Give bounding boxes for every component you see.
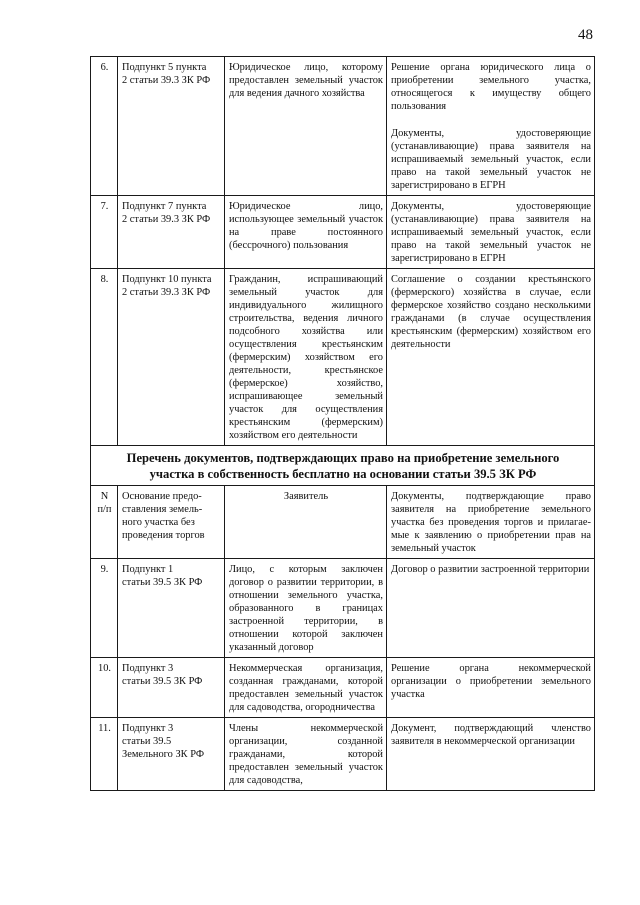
row-documents: Договор о развитии застроенной территории xyxy=(387,559,595,658)
header-applicant: Заявитель xyxy=(225,486,387,559)
row-basis: Подпункт 1 статьи 39.5 ЗК РФ xyxy=(118,559,225,658)
row-number: 8. xyxy=(91,269,118,446)
section-title: Перечень документов, подтверждающих право на приобретение земельного участка в собственность бесплатно на основании статьи 39.5 ЗК РФ xyxy=(91,446,595,486)
row-document: Соглашение о создании крестьянского (фермерского) хозяйства в случае, если фермерское хозяйство создано несколькими гражданами (в случае осуществления крестьянским (фермерским) хозяйством его деятельности xyxy=(391,274,591,350)
row-basis: Подпункт 5 пункта 2 статьи 39.3 ЗК РФ xyxy=(118,57,225,196)
row-basis: Подпункт 3 статьи 39.5 ЗК РФ xyxy=(118,658,225,718)
table-row xyxy=(91,718,595,791)
table-header-row xyxy=(91,486,595,559)
row-applicant: Юридическое лицо, которому предоставлен земельный участок для ведения дачного хозяйства xyxy=(225,57,387,196)
row-applicant: Гражданин, испрашивающий земельный участок для индивидуального жилищного строительства, ведения личного подсобного хозяйства или осуществления крестьянским (фермерским) хозяйством его деятельности, крестьянское (фермерское) хозяйство, испрашивающее земельный участок для осуществления крестьянским (фермерским) хозяйством его деятельности xyxy=(225,269,387,446)
row-document: Документы, удостоверяющие (устанавливающие) права заявителя на испрашиваемый земельный участок, если право на такой земельный участок не зарегистрировано в ЕГРН xyxy=(391,201,591,264)
documents-table xyxy=(90,56,595,791)
row-applicant: Члены некоммерческой организации, созданной гражданами, которой предоставлен земельный участок для садоводства, xyxy=(225,718,387,791)
row-number: 9. xyxy=(91,559,118,658)
section-row xyxy=(91,446,595,486)
row-applicant: Некоммерческая организация, созданная гражданами, которой предоставлен земельный участок для садоводства, огородничества xyxy=(225,658,387,718)
row-document: Решение органа юридического лица о приобретении земельного участка, относящегося к имуществу общего пользования xyxy=(391,62,591,112)
row-documents xyxy=(387,269,595,446)
page-number: 48 xyxy=(578,27,593,43)
row-documents: Документ, подтверждающий членство заявителя в некоммерческой организации xyxy=(387,718,595,791)
header-num: N п/п xyxy=(91,486,118,559)
row-number: 6. xyxy=(91,57,118,196)
row-basis: Подпункт 10 пункта 2 статьи 39.3 ЗК РФ xyxy=(118,269,225,446)
row-documents xyxy=(387,57,595,196)
row-documents: Решение органа некоммерческой организации о приобретении земельного участка xyxy=(387,658,595,718)
table-row xyxy=(91,57,595,196)
table-row xyxy=(91,196,595,269)
row-number: 10. xyxy=(91,658,118,718)
row-number: 7. xyxy=(91,196,118,269)
row-basis: Подпункт 7 пункта 2 статьи 39.3 ЗК РФ xyxy=(118,196,225,269)
table-row xyxy=(91,559,595,658)
row-documents xyxy=(387,196,595,269)
table-row xyxy=(91,658,595,718)
header-documents: Документы, подтверждающие право заявителя на приобретение земельного участка без проведения торгов и прилагае-мые к заявлению о приобретении прав на земельный участок xyxy=(387,486,595,559)
row-applicant: Лицо, с которым заключен договор о развитии территории, в отношении земельного участка, образованного в границах застроенной территории, в отношении которой заключен указанный договор xyxy=(225,559,387,658)
row-basis: Подпункт 3 статьи 39.5 Земельного ЗК РФ xyxy=(118,718,225,791)
row-document: Документы, удостоверяющие (устанавливающие) права заявителя на испрашиваемый земельный участок, если право на такой земельный участок не зарегистрировано в ЕГРН xyxy=(391,128,591,191)
row-number: 11. xyxy=(91,718,118,791)
header-basis: Основание предо- ставления земель- ного участка без проведения торгов xyxy=(118,486,225,559)
table-row xyxy=(91,269,595,446)
row-applicant: Юридическое лицо, использующее земельный участок на праве постоянного (бессрочного) пользования xyxy=(225,196,387,269)
